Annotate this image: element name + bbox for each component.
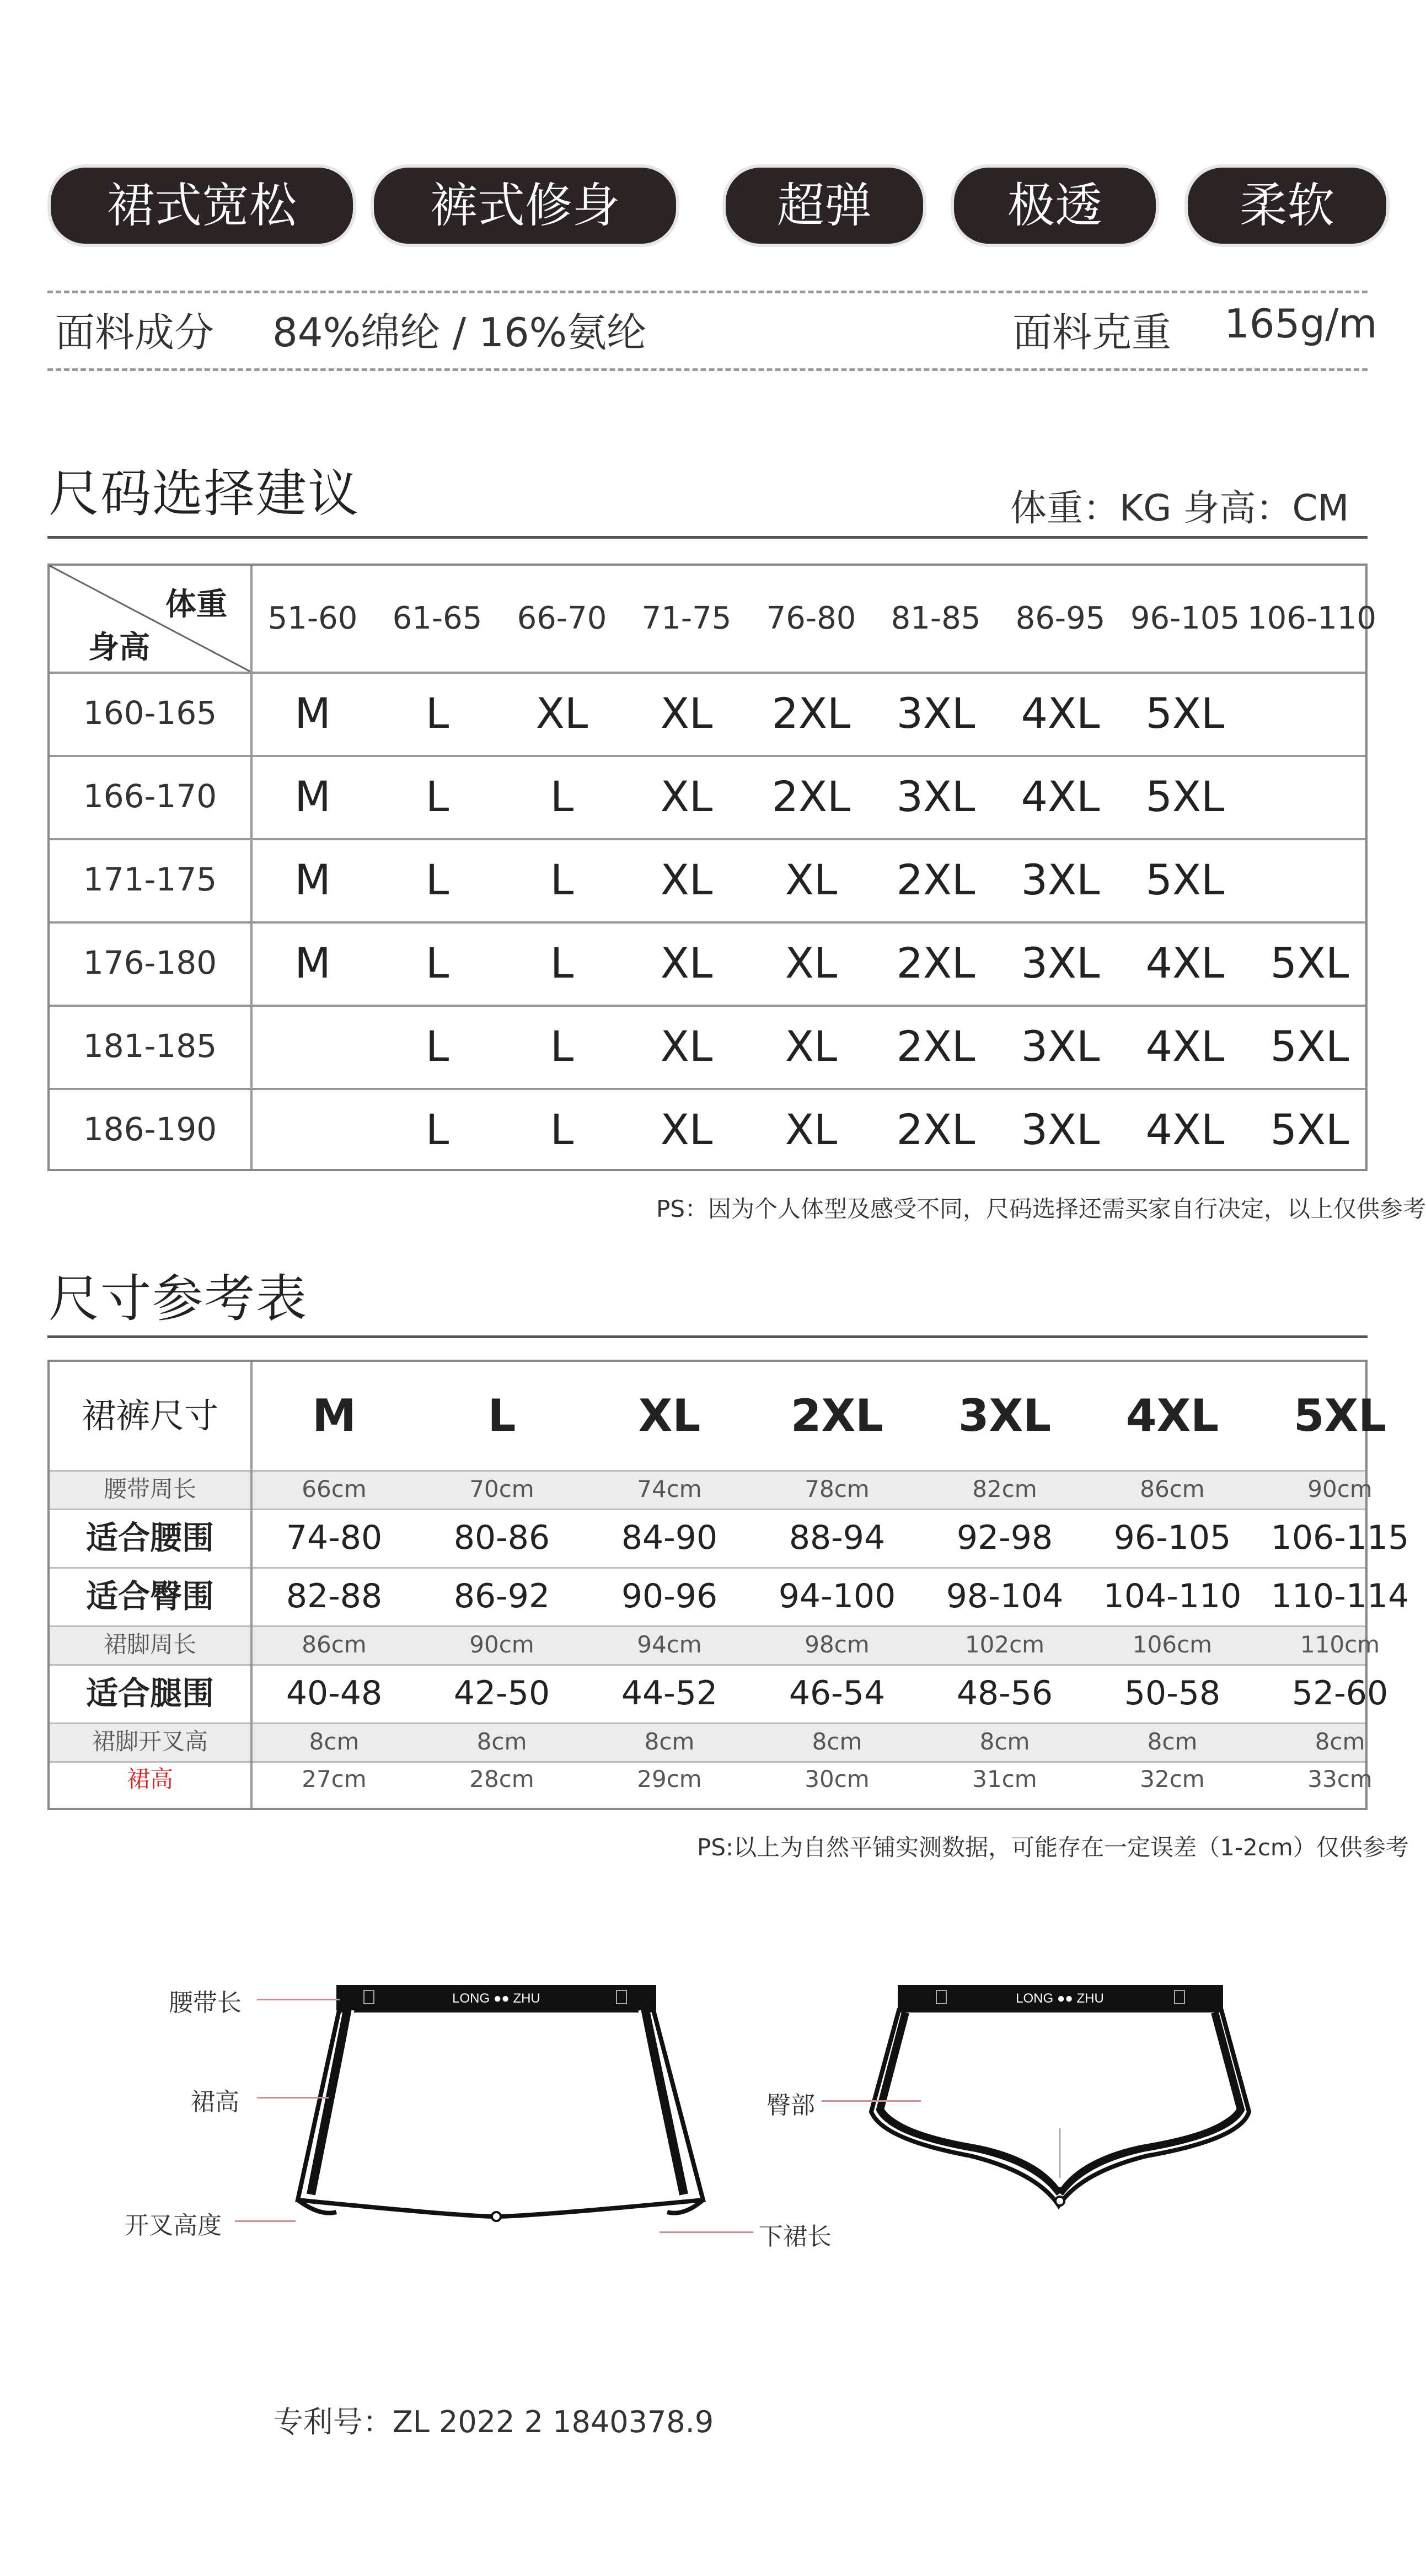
measurement-value: 82-88	[286, 1577, 383, 1616]
leader-line	[257, 2097, 329, 2099]
measurement-value: 78cm	[805, 1475, 870, 1502]
recommended-size: 5XL	[1145, 689, 1225, 738]
measurement-value: 8cm	[644, 1728, 695, 1755]
divider	[47, 368, 1368, 371]
recommended-size: 3XL	[1021, 938, 1100, 988]
recommended-size: 5XL	[1270, 1022, 1349, 1071]
measurement-value: 8cm	[812, 1728, 862, 1755]
weight-range-header: 66-70	[517, 600, 607, 636]
recommended-size: 5XL	[1270, 938, 1349, 988]
size-guide-table	[47, 564, 1376, 1171]
measurement-value: 86cm	[1140, 1475, 1205, 1502]
measurement-value: 110-114	[1270, 1577, 1409, 1616]
fabric-weight-label: 面料克重	[1012, 309, 1172, 356]
recommended-size: L	[425, 855, 449, 904]
recommended-size: L	[550, 938, 574, 988]
measurement-value: 29cm	[637, 1765, 702, 1793]
height-range-label: 160-165	[83, 694, 217, 732]
recommended-size: L	[550, 1022, 574, 1071]
measurement-label: 裙脚开叉高	[92, 1728, 208, 1755]
column-divider	[250, 1362, 253, 1808]
unit-note: 体重：KG 身高：CM	[1010, 487, 1349, 529]
measurement-value: 8cm	[476, 1728, 527, 1755]
fabric-composition-label: 面料成分	[55, 309, 215, 356]
measurement-value: 86-92	[453, 1577, 550, 1616]
measurement-value: 8cm	[1315, 1728, 1365, 1755]
height-header: 身高	[88, 630, 150, 666]
shorts-front-illustration	[287, 1974, 717, 2250]
measurement-value: 28cm	[469, 1765, 534, 1793]
section-rule	[47, 536, 1368, 539]
recommended-size: 3XL	[1021, 1022, 1100, 1071]
size-chart-header-label: 裙裤尺寸	[81, 1396, 218, 1436]
size-guide-title: 尺码选择建议	[49, 464, 360, 523]
recommended-size: 3XL	[896, 689, 975, 738]
tag-pill: 裙式宽松	[47, 164, 356, 247]
weight-range-header: 51-60	[267, 600, 358, 636]
measurement-label: 适合腰围	[85, 1519, 214, 1557]
size-guide-note: PS：因为个人体型及感受不同，尺码选择还需买家自行决定，以上仅供参考	[656, 1195, 1426, 1222]
recommended-size: L	[425, 1105, 449, 1154]
measurement-value: 31cm	[972, 1765, 1037, 1793]
recommended-size: XL	[660, 1022, 713, 1071]
measurement-value: 88-94	[789, 1518, 886, 1557]
brand-text: LONG	[452, 1991, 490, 2006]
recommended-size: 2XL	[896, 938, 975, 988]
label-slit: 开叉高度	[125, 2212, 222, 2240]
measurement-value: 86cm	[302, 1631, 367, 1658]
recommended-size: L	[425, 938, 449, 988]
recommended-size: M	[294, 689, 331, 738]
measurement-value: 96-105	[1113, 1518, 1231, 1557]
measurement-value: 82cm	[972, 1475, 1037, 1502]
label-waist: 腰带长	[169, 1989, 242, 2017]
section-rule	[47, 1335, 1368, 1338]
recommended-size: 4XL	[1145, 938, 1225, 988]
leader-line	[235, 2220, 296, 2222]
measurement-value: 90-96	[621, 1577, 718, 1616]
divider	[47, 291, 1368, 293]
measurement-value: 8cm	[309, 1728, 360, 1755]
measurement-value: 48-56	[956, 1674, 1053, 1713]
brand-suffix: ZHU	[1076, 1991, 1104, 2006]
fabric-weight-value: 165g/m	[1224, 300, 1377, 347]
measurement-label: 裙高	[126, 1765, 173, 1793]
recommended-size: 2XL	[771, 772, 851, 821]
measurement-value: 104-110	[1103, 1577, 1242, 1616]
measurement-value: 98cm	[805, 1631, 870, 1658]
recommended-size: XL	[535, 689, 588, 738]
recommended-size: 2XL	[896, 1105, 975, 1154]
measurement-value: 70cm	[469, 1475, 534, 1502]
recommended-size: XL	[785, 1022, 838, 1071]
recommended-size: M	[294, 938, 331, 988]
recommended-size: 5XL	[1145, 855, 1225, 904]
recommended-size: L	[550, 772, 574, 821]
weight-range-header: 96-105	[1130, 600, 1240, 636]
measurement-value: 52-60	[1291, 1674, 1389, 1713]
patent-number: 专利号：ZL 2022 2 1840378.9	[273, 2405, 714, 2439]
recommended-size: XL	[660, 689, 713, 738]
measurement-value: 74-80	[286, 1518, 383, 1557]
brand-text: LONG	[1016, 1991, 1054, 2006]
leader-line	[822, 2100, 921, 2102]
size-header: XL	[638, 1390, 701, 1441]
measurement-value: 84-90	[621, 1518, 718, 1557]
measurement-value: 90cm	[469, 1631, 534, 1658]
leader-line	[257, 1999, 340, 2000]
weight-range-header: 71-75	[641, 600, 732, 636]
measurement-label: 腰带周长	[103, 1475, 196, 1502]
weight-range-header: 76-80	[766, 600, 856, 636]
measurement-value: 66cm	[302, 1475, 367, 1502]
leader-line	[660, 2231, 753, 2233]
measurement-value: 90cm	[1307, 1475, 1373, 1502]
measurement-value: 33cm	[1307, 1765, 1373, 1793]
recommended-size: XL	[785, 938, 838, 988]
size-header: 5XL	[1293, 1390, 1387, 1441]
weight-range-header: 61-65	[392, 600, 483, 636]
recommended-size: M	[294, 772, 331, 821]
tag-pill: 裤式修身	[371, 164, 679, 247]
shorts-back-illustration	[860, 1974, 1268, 2194]
measurement-value: 40-48	[286, 1674, 383, 1713]
brand-suffix: ZHU	[513, 1991, 540, 2006]
height-range-label: 186-190	[83, 1110, 217, 1148]
measurement-value: 98-104	[946, 1577, 1064, 1616]
measurement-value: 106cm	[1132, 1631, 1213, 1658]
measurement-value: 27cm	[302, 1765, 367, 1793]
recommended-size: 2XL	[896, 855, 975, 904]
recommended-size: 5XL	[1270, 1105, 1349, 1154]
recommended-size: 5XL	[1145, 772, 1225, 821]
height-range-label: 166-170	[83, 777, 217, 815]
measurement-value: 92-98	[956, 1518, 1053, 1557]
size-header: 3XL	[958, 1390, 1052, 1441]
recommended-size: 4XL	[1145, 1105, 1225, 1154]
recommended-size: 4XL	[1021, 689, 1100, 738]
height-range-label: 171-175	[83, 861, 217, 898]
recommended-size: L	[550, 1105, 574, 1154]
recommended-size: XL	[785, 1105, 838, 1154]
recommended-size: XL	[660, 1105, 713, 1154]
measurement-value: 50-58	[1124, 1674, 1221, 1713]
measurement-value: 106-115	[1270, 1518, 1409, 1557]
label-height: 裙高	[191, 2088, 239, 2116]
size-header: 2XL	[790, 1390, 884, 1441]
recommended-size: 3XL	[1021, 855, 1100, 904]
measurement-value: 102cm	[964, 1631, 1045, 1658]
weight-range-header: 81-85	[891, 600, 981, 636]
recommended-size: 4XL	[1145, 1022, 1225, 1071]
weight-range-header: 106-110	[1247, 600, 1376, 636]
measurement-value: 44-52	[621, 1674, 718, 1713]
measurement-label: 适合臀围	[85, 1577, 214, 1615]
recommended-size: 3XL	[1021, 1105, 1100, 1154]
svg-text:LONG ●● ZHU: LONG ●● ZHU	[1016, 1991, 1104, 2006]
measurement-label: 适合腿围	[85, 1675, 214, 1712]
measurement-value: 110cm	[1300, 1631, 1380, 1658]
measurement-value: 94-100	[778, 1577, 896, 1616]
label-hip: 臀部	[766, 2091, 815, 2119]
recommended-size: 2XL	[771, 689, 851, 738]
height-range-label: 176-180	[83, 944, 217, 981]
size-chart-table	[47, 1360, 1409, 1810]
measurement-value: 80-86	[453, 1518, 550, 1557]
tag-pill: 超弹	[722, 164, 926, 247]
recommended-size: 4XL	[1021, 772, 1100, 821]
height-range-label: 181-185	[83, 1027, 217, 1065]
recommended-size: 2XL	[896, 1022, 975, 1071]
tag-pill: 柔软	[1184, 164, 1390, 247]
label-hem: 下裙长	[759, 2223, 832, 2251]
recommended-size: L	[425, 1022, 449, 1071]
recommended-size: XL	[785, 855, 838, 904]
measurement-label: 裙脚周长	[103, 1631, 196, 1658]
measurement-value: 46-54	[789, 1674, 886, 1713]
measurement-value: 74cm	[637, 1475, 702, 1502]
measurement-value: 32cm	[1140, 1765, 1205, 1793]
recommended-size: L	[425, 689, 449, 738]
measurement-value: 94cm	[637, 1631, 702, 1658]
recommended-size: XL	[660, 772, 713, 821]
recommended-size: XL	[660, 938, 713, 988]
fabric-composition-value: 84%绵纶 / 16%氨纶	[272, 309, 647, 356]
measurement-value: 8cm	[979, 1728, 1030, 1755]
recommended-size: 3XL	[896, 772, 975, 821]
weight-header: 体重	[165, 587, 227, 622]
size-header: 4XL	[1125, 1390, 1219, 1441]
tag-pill: 极透	[951, 164, 1159, 247]
size-header: L	[487, 1390, 516, 1441]
recommended-size: L	[425, 772, 449, 821]
recommended-size: XL	[660, 855, 713, 904]
measurement-value: 42-50	[453, 1674, 550, 1713]
size-header: M	[312, 1390, 356, 1441]
measurement-value: 8cm	[1147, 1728, 1198, 1755]
size-chart-title: 尺寸参考表	[49, 1269, 308, 1328]
size-chart-note: PS:以上为自然平铺实测数据，可能存在一定误差（1-2cm）仅供参考	[697, 1834, 1409, 1861]
recommended-size: M	[294, 855, 331, 904]
svg-text:LONG ●● ZHU: LONG ●● ZHU	[452, 1991, 540, 2006]
recommended-size: L	[550, 855, 574, 904]
weight-range-header: 86-95	[1015, 600, 1106, 636]
measurement-value: 30cm	[805, 1765, 870, 1793]
